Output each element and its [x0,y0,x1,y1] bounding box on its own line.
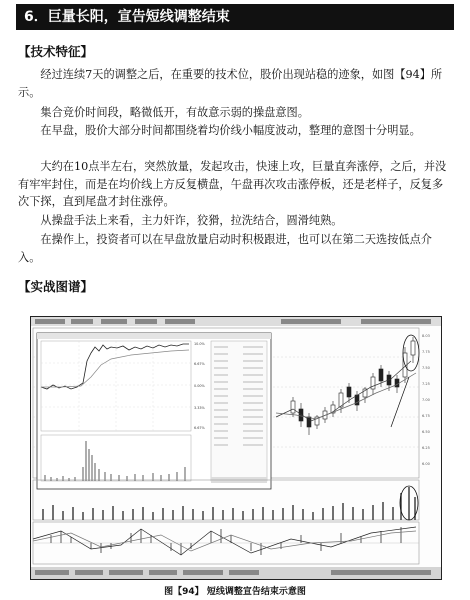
stock-chart-figure [31,317,441,579]
svg-text:6.75: 6.75 [422,414,430,418]
section-heading: 6．巨量长阳，宣告短线调整结束 [16,4,454,30]
figure-caption: 图【94】 短线调整宣告结束示意图 [164,587,306,597]
intraday-window [37,333,271,489]
paragraph-1: 经过连续7天的调整之后，在重要的技术位，股价出现站稳的迹象，如图【94】所示。 [18,68,443,99]
macd-line [33,527,416,555]
quote-panel [211,341,267,481]
svg-text:7.25: 7.25 [422,382,430,386]
svg-text:6.67%: 6.67% [194,426,205,430]
svg-text:3.33%: 3.33% [194,406,205,410]
svg-text:6.25: 6.25 [422,446,430,450]
paragraph-6: 在操作上，投资者可以在早盘放量启动时积极跟进，也可以在第二天选按低点介入。 [18,233,432,264]
paragraph-5: 从操盘手法上来看，主力奸诈，狡猾，拉洗结合，圆滑纯熟。 [40,214,343,227]
svg-text:7.75: 7.75 [422,350,430,354]
tech-features-label: 【技术特征】 [18,44,94,59]
paragraph-3: 在早盘，股价大部分时间都围绕着均价线小幅度波动，整理的意图十分明显。 [40,124,421,137]
signal-line [33,531,416,551]
svg-text:7.00: 7.00 [422,398,430,402]
svg-text:7.50: 7.50 [422,366,430,370]
paragraph-4: 大约在10点半左右，突然放量，发起攻击，快速上攻，巨量直奔涨停，之后，并没有牢牢封住，而是在均价线上方反复横盘，午盘再次攻击涨停板，还是老样子，反复多次下探，直到尾盘才封住涨停。 [18,160,447,208]
svg-text:6.50: 6.50 [422,430,430,434]
stock-chart-screenshot [30,316,442,580]
moving-average-5 [276,361,411,421]
svg-text:6.67%: 6.67% [194,362,205,366]
annotation-arrow [391,377,409,427]
chart-section-label: 【实战图谱】 [18,279,94,294]
svg-text:8.03: 8.03 [422,334,430,338]
paragraph-2: 集合竞价时间段，略微低开，有故意示弱的操盘意图。 [40,106,309,119]
svg-text:10.0%: 10.0% [194,342,205,346]
svg-text:0.00%: 0.00% [194,384,205,388]
volume-bars [43,487,415,520]
svg-text:6.00: 6.00 [422,462,430,466]
